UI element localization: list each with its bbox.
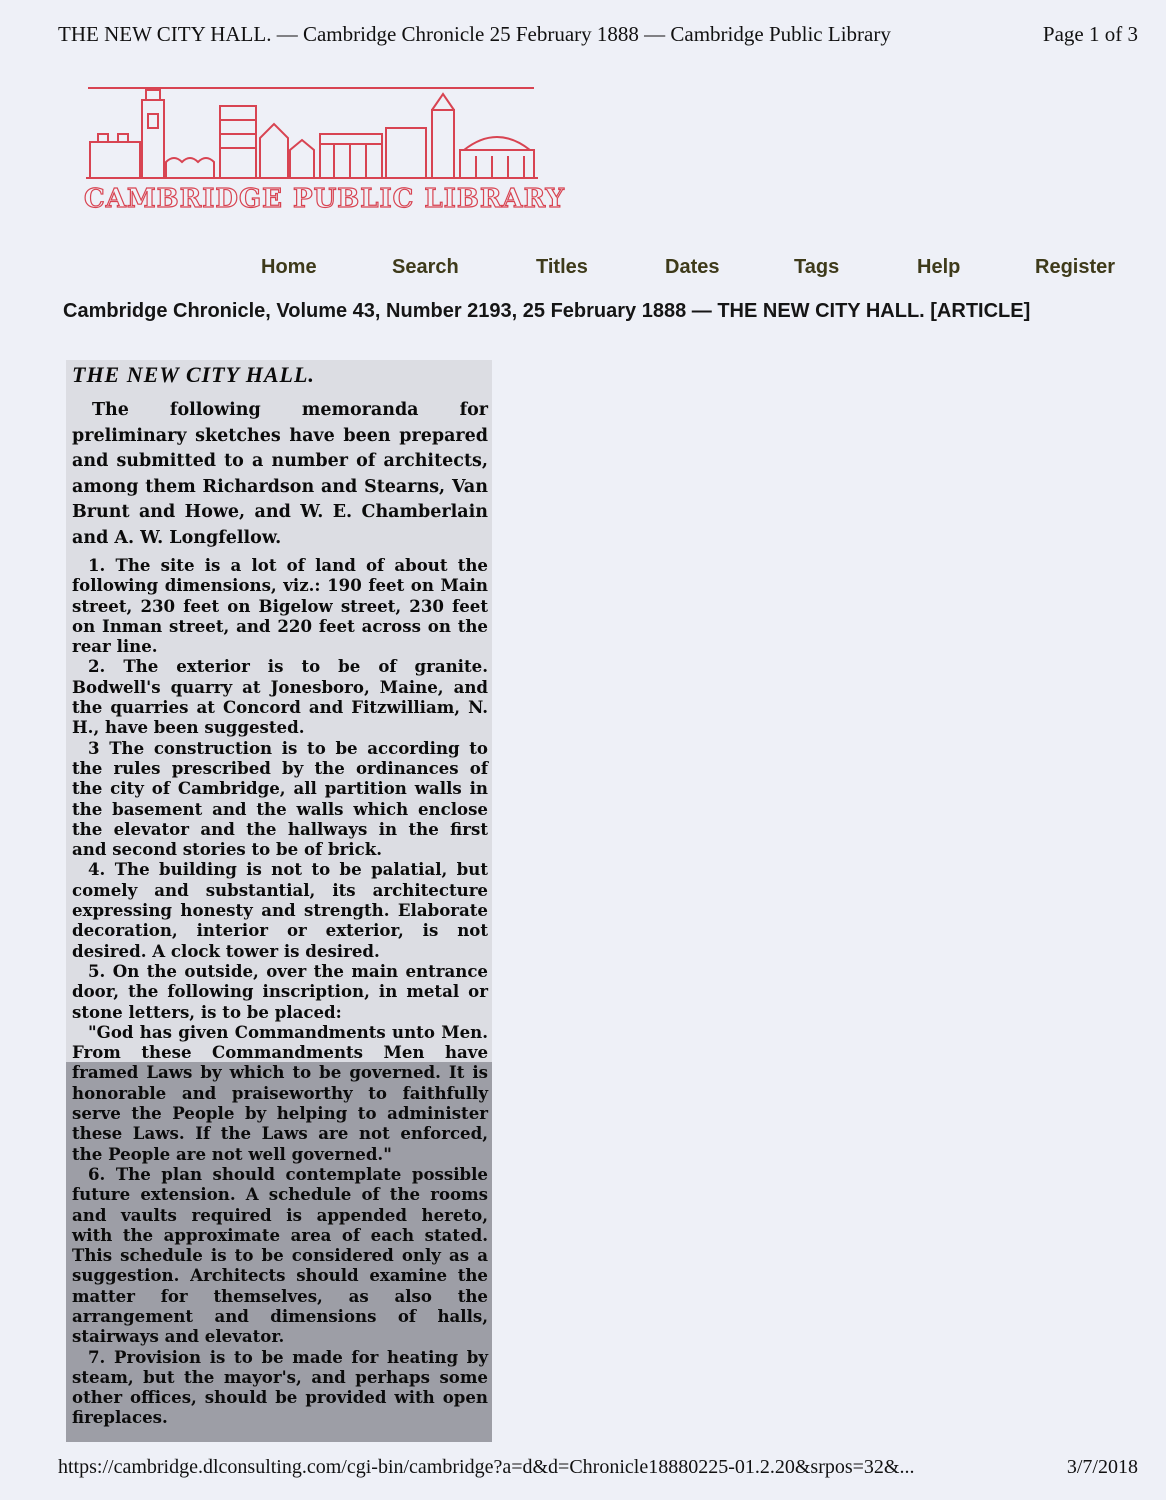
nav-tags[interactable]: Tags: [794, 256, 840, 278]
page-url: https://cambridge.dlconsulting.com/cgi-bin/cambridge?a=d&d=Chronicle18880225-01.2.20&srpos=32&...: [58, 1456, 915, 1478]
clipping-paragraph: 3 The construction is to be according to the rules prescribed by the ordinances of the city of Cambridge, all partition walls in the basement and the walls which enclose the elevator and the hallways in the first and second stories to be of brick.: [72, 737, 488, 860]
clipping-intro: The following memoranda for preliminary sketches have been prepared and submitted to a number of architects, among them Richardson and Stearns, Van Brunt and Howe, and W. E. Chamberlain and A. W. Longfellow.: [72, 400, 488, 548]
city-skyline-icon: [84, 80, 540, 180]
print-title: THE NEW CITY HALL. — Cambridge Chronicle 25 February 1888 — Cambridge Public Library: [58, 22, 891, 46]
print-date: 3/7/2018: [1066, 1456, 1138, 1478]
clipping-paragraph: 4. The building is not to be palatial, but comely and substantial, its architecture expressing honesty and strength. Elaborate decoration, interior or exterior, is not desired. A clock tower is desired.: [72, 859, 488, 961]
logo-text: CAMBRIDGE PUBLIC LIBRARY: [84, 184, 565, 214]
clipping-paragraph: 5. On the outside, over the main entrance door, the following inscription, in metal or stone letters, is to be placed:: [72, 960, 488, 1022]
library-logo[interactable]: [84, 80, 565, 220]
clipping-paragraph: 6. The plan should contemplate possible future extension. A schedule of the rooms and vaults required is appended hereto, with the approximate area of each stated. This schedule is to be considered only as a suggestion. Architects should examine the matter for themselves, as also the arrangement and dimensions of halls, stairways and elevator.: [72, 1163, 488, 1347]
nav-dates[interactable]: Dates: [665, 256, 720, 278]
main-nav: [0, 256, 1166, 284]
clipping-paragraph: 7. Provision is to be made for heating by steam, but the mayor's, and perhaps some other offices, should be provided with open fireplaces.: [72, 1346, 488, 1428]
clipping-paragraph: "God has given Commandments unto Men. From these Commandments Men have framed Laws by which to be governed. It is honorable and praiseworthy to faithfully serve the People by helping to administer these Laws. If the Laws are not enforced, the People are not well governed.": [72, 1021, 488, 1164]
clipping-paragraph: 1. The site is a lot of land of about the following dimensions, viz.: 190 feet on Main street, 230 feet on Bigelow street, 230 feet on Inman street, and 220 feet across on the rear line.: [72, 555, 488, 657]
nav-register[interactable]: Register: [1035, 256, 1116, 278]
page-number: Page 1 of 3: [1042, 22, 1138, 46]
clipping-text: [72, 362, 488, 1428]
nav-titles[interactable]: Titles: [536, 256, 588, 278]
clipping-paragraph: 2. The exterior is to be of granite. Bodwell's quarry at Jonesboro, Maine, and the quarries at Concord and Fitzwilliam, N. H., have been suggested.: [72, 656, 488, 738]
nav-home[interactable]: Home: [261, 256, 317, 278]
nav-search[interactable]: Search: [392, 256, 459, 278]
newspaper-clipping: [66, 360, 492, 1442]
nav-help[interactable]: Help: [917, 256, 961, 278]
clipping-title: THE NEW CITY HALL.: [72, 362, 315, 387]
article-heading: Cambridge Chronicle, Volume 43, Number 2193, 25 February 1888 — THE NEW CITY HALL. [ARTICLE]: [63, 300, 1031, 322]
